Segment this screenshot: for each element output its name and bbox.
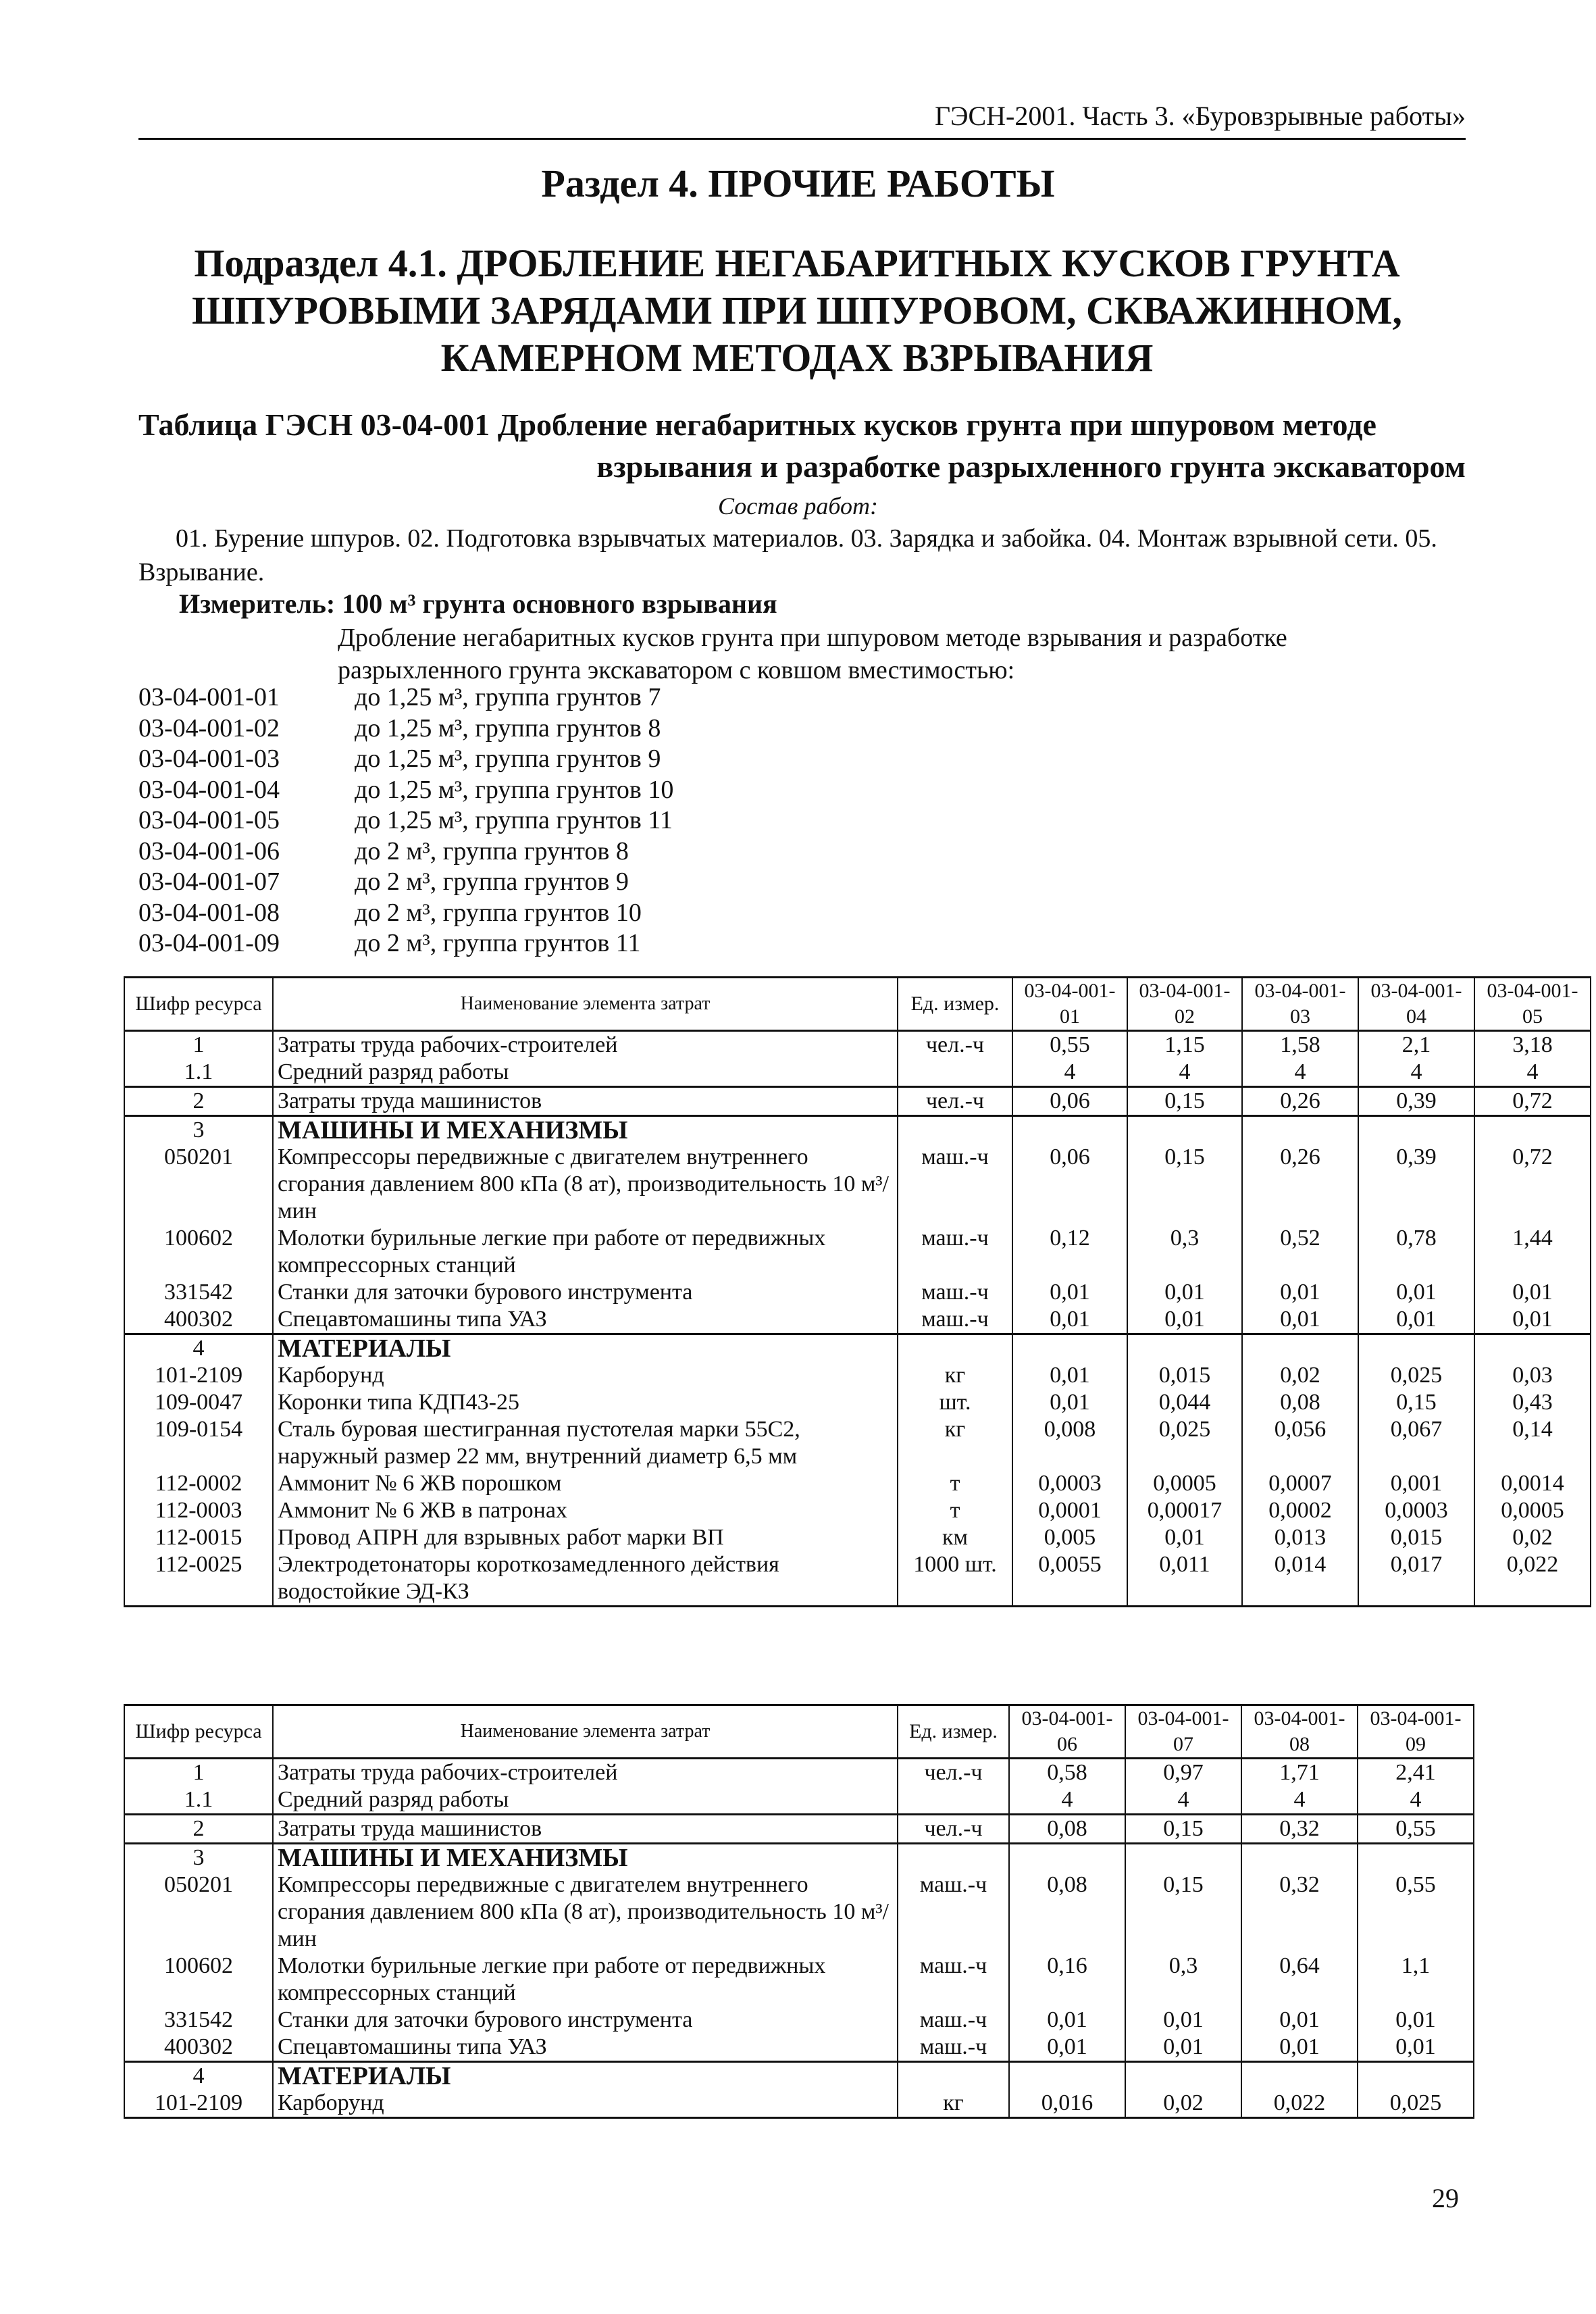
element-name-cell: Компрессоры передвижные с двигателем внутреннего сгорания давлением 800 кПа (8 ат), производительность 10 м³/мин (273, 1871, 898, 1953)
element-name-cell: Спецавтомашины типа УАЗ (273, 2034, 898, 2062)
resource-code-cell: 2 (124, 1815, 273, 1844)
value-cell: 0,02 (1474, 1524, 1591, 1551)
unit-cell (898, 1116, 1012, 1145)
element-name-cell: МАШИНЫ И МЕХАНИЗМЫ (273, 1116, 898, 1145)
value-cell: 0,01 (1009, 2034, 1125, 2062)
value-cell: 0,044 (1127, 1389, 1242, 1416)
value-cell: 3,18 (1474, 1031, 1591, 1059)
element-name-cell: Затраты труда рабочих-строителей (273, 1759, 898, 1787)
unit-cell (898, 1844, 1009, 1872)
value-cell: 0,01 (1125, 2034, 1241, 2062)
header-norm-code: 03-04-001-02 (1127, 978, 1242, 1031)
norm-code: 03-04-001-02 (138, 713, 280, 743)
value-cell: 0,02 (1125, 2090, 1241, 2118)
value-cell: 0,00017 (1127, 1497, 1242, 1524)
unit-cell (898, 1334, 1012, 1363)
value-cell: 0,025 (1358, 2090, 1474, 2118)
header-norm-code: 03-04-001-04 (1358, 978, 1474, 1031)
value-cell: 0,011 (1127, 1551, 1242, 1607)
table-row (124, 1031, 1591, 1059)
table-row (124, 2034, 1474, 2062)
value-cell: 0,001 (1358, 1470, 1474, 1497)
norm-code-description: до 2 м³, группа грунтов 10 (355, 898, 642, 927)
unit-cell: шт. (898, 1389, 1012, 1416)
value-cell: 0,0055 (1012, 1551, 1127, 1607)
value-cell: 0,067 (1358, 1416, 1474, 1470)
value-cell: 0,02 (1242, 1362, 1358, 1389)
table-row (124, 1497, 1591, 1524)
value-cell: 0,03 (1474, 1362, 1591, 1389)
value-cell: 0,01 (1358, 1279, 1474, 1306)
value-cell: 0,01 (1358, 2007, 1474, 2034)
table-row (124, 1362, 1591, 1389)
value-cell: 0,01 (1358, 2034, 1474, 2062)
value-cell (1242, 1116, 1358, 1145)
value-cell: 0,01 (1127, 1524, 1242, 1551)
value-cell: 0,12 (1012, 1225, 1127, 1279)
value-cell: 0,15 (1127, 1087, 1242, 1116)
table-row (124, 1059, 1591, 1087)
section-title: Раздел 4. ПРОЧИЕ РАБОТЫ (541, 161, 1055, 205)
value-cell: 0,0014 (1474, 1470, 1591, 1497)
unit-cell: маш.-ч (898, 2034, 1009, 2062)
value-cell: 0,025 (1127, 1416, 1242, 1470)
header-unit: Ед. измер. (898, 1705, 1009, 1759)
norm-code: 03-04-001-09 (138, 929, 280, 957)
norm-code-row (138, 836, 673, 867)
header-unit: Ед. измер. (898, 978, 1012, 1031)
value-cell: 0,013 (1242, 1524, 1358, 1551)
norm-code-description: до 1,25 м³, группа грунтов 10 (355, 775, 674, 804)
value-cell: 0,0005 (1474, 1497, 1591, 1524)
resource-code-cell: 331542 (124, 2007, 273, 2034)
value-cell: 0,55 (1012, 1031, 1127, 1059)
header-norm-code: 03-04-001-08 (1241, 1705, 1358, 1759)
value-cell: 0,32 (1241, 1871, 1358, 1953)
value-cell: 4 (1241, 1786, 1358, 1815)
norm-code-list (138, 682, 673, 959)
table-row (124, 1225, 1591, 1279)
value-cell: 0,015 (1127, 1362, 1242, 1389)
unit-cell: кг (898, 1362, 1012, 1389)
resource-code-cell: 3 (124, 1844, 273, 1872)
norm-code-description: до 1,25 м³, группа грунтов 9 (355, 745, 661, 773)
unit-cell: 1000 шт. (898, 1551, 1012, 1607)
element-name-cell: Затраты труда машинистов (273, 1815, 898, 1844)
value-cell: 0,01 (1012, 1362, 1127, 1389)
norm-code: 03-04-001-04 (138, 775, 280, 804)
resource-code-cell: 112-0003 (124, 1497, 273, 1524)
table-caption (138, 404, 1466, 488)
resource-table-1 (124, 976, 1591, 1607)
resource-code-cell: 101-2109 (124, 1362, 273, 1389)
value-cell: 0,52 (1242, 1225, 1358, 1279)
value-cell: 0,55 (1358, 1871, 1474, 1953)
norm-code-description: до 2 м³, группа грунтов 8 (355, 836, 629, 865)
norm-code: 03-04-001-07 (138, 867, 280, 896)
header-norm-code: 03-04-001-09 (1358, 1705, 1474, 1759)
header-norm-code: 03-04-001-07 (1125, 1705, 1241, 1759)
value-cell: 0,39 (1358, 1087, 1474, 1116)
table-row (124, 1551, 1591, 1607)
norm-code-row (138, 713, 673, 745)
value-cell: 4 (1358, 1786, 1474, 1815)
table-row (124, 1786, 1474, 1815)
value-cell: 4 (1474, 1059, 1591, 1087)
value-cell (1474, 1116, 1591, 1145)
value-cell: 0,01 (1009, 2007, 1125, 2034)
resource-code-cell: 400302 (124, 2034, 273, 2062)
unit-cell: чел.-ч (898, 1759, 1009, 1787)
value-cell: 2,41 (1358, 1759, 1474, 1787)
header-resource-code: Шифр ресурса (124, 978, 273, 1031)
value-cell (1125, 2062, 1241, 2090)
unit-cell: маш.-ч (898, 1225, 1012, 1279)
table-row (124, 1759, 1474, 1787)
value-cell: 0,01 (1474, 1279, 1591, 1306)
value-cell (1009, 1844, 1125, 1872)
value-cell: 0,64 (1241, 1953, 1358, 2007)
resource-code-cell: 331542 (124, 1279, 273, 1306)
header-resource-code: Шифр ресурса (124, 1705, 273, 1759)
norm-code-description: до 1,25 м³, группа грунтов 11 (355, 806, 673, 834)
value-cell: 0,72 (1474, 1144, 1591, 1225)
element-name-cell: Карборунд (273, 2090, 898, 2118)
norm-code-description: до 1,25 м³, группа грунтов 8 (355, 713, 661, 743)
header-element-name: Наименование элемента затрат (273, 1705, 898, 1759)
element-name-cell: МАШИНЫ И МЕХАНИЗМЫ (273, 1844, 898, 1872)
work-composition-text: 01. Бурение шпуров. 02. Подготовка взрывчатых материалов. 03. Зарядка и забойка. 04. Монтаж взрывной сети. 05. Взрывание. (138, 524, 1437, 586)
value-cell: 0,32 (1241, 1815, 1358, 1844)
norm-code: 03-04-001-08 (138, 898, 280, 927)
element-name-cell: Коронки типа КДП43-25 (273, 1389, 898, 1416)
header-norm-code: 03-04-001-05 (1474, 978, 1591, 1031)
resource-code-cell: 1.1 (124, 1059, 273, 1087)
element-name-cell: Затраты труда машинистов (273, 1087, 898, 1116)
table-caption-line-2: взрывания и разработке разрыхленного грунта экскаватором (596, 449, 1466, 484)
element-name-cell: Карборунд (273, 1362, 898, 1389)
norm-code-description: до 2 м³, группа грунтов 11 (355, 929, 641, 957)
unit-cell: маш.-ч (898, 1279, 1012, 1306)
unit-cell: кг (898, 1416, 1012, 1470)
value-cell: 4 (1012, 1059, 1127, 1087)
resource-code-cell: 3 (124, 1116, 273, 1145)
value-cell: 4 (1358, 1059, 1474, 1087)
table-row (124, 2062, 1474, 2090)
value-cell (1242, 1334, 1358, 1363)
value-cell: 0,016 (1009, 2090, 1125, 2118)
resource-code-cell: 109-0047 (124, 1389, 273, 1416)
resource-code-cell: 112-0015 (124, 1524, 273, 1551)
unit-cell: чел.-ч (898, 1031, 1012, 1059)
element-name-cell: Спецавтомашины типа УАЗ (273, 1306, 898, 1334)
resource-code-cell: 100602 (124, 1953, 273, 2007)
value-cell: 0,0002 (1242, 1497, 1358, 1524)
resource-code-cell: 050201 (124, 1871, 273, 1953)
resource-code-cell: 4 (124, 2062, 273, 2090)
element-name-cell: Аммонит № 6 ЖВ в патронах (273, 1497, 898, 1524)
unit-cell: т (898, 1497, 1012, 1524)
value-cell: 0,01 (1127, 1306, 1242, 1334)
resource-code-cell: 100602 (124, 1225, 273, 1279)
value-cell: 0,16 (1009, 1953, 1125, 2007)
element-name-cell: Электродетонаторы короткозамедленного действия водостойкие ЭД-КЗ (273, 1551, 898, 1607)
value-cell: 0,3 (1125, 1953, 1241, 2007)
value-cell: 0,15 (1125, 1871, 1241, 1953)
value-cell: 0,01 (1125, 2007, 1241, 2034)
table-row (124, 1144, 1591, 1225)
table-row (124, 1389, 1591, 1416)
value-cell (1358, 1844, 1474, 1872)
value-cell: 0,015 (1358, 1524, 1474, 1551)
value-cell: 0,01 (1474, 1306, 1591, 1334)
value-cell: 0,78 (1358, 1225, 1474, 1279)
table-row (124, 1334, 1591, 1363)
element-name-cell: МАТЕРИАЛЫ (273, 2062, 898, 2090)
resource-table-2 (124, 1704, 1474, 2119)
table-row (124, 1871, 1474, 1953)
value-cell: 0,15 (1127, 1144, 1242, 1225)
table-row (124, 2007, 1474, 2034)
table-row (124, 1844, 1474, 1872)
value-cell: 0,014 (1242, 1551, 1358, 1607)
value-cell: 0,01 (1242, 1279, 1358, 1306)
element-name-cell: Средний разряд работы (273, 1786, 898, 1815)
element-name-cell: Молотки бурильные легкие при работе от передвижных компрессорных станций (273, 1225, 898, 1279)
resource-code-cell: 050201 (124, 1144, 273, 1225)
resource-code-cell: 2 (124, 1087, 273, 1116)
page-number: 29 (1432, 2183, 1459, 2213)
element-name-cell: Компрессоры передвижные с двигателем внутреннего сгорания давлением 800 кПа (8 ат), производительность 10 м³/мин (273, 1144, 898, 1225)
element-name-cell: Молотки бурильные легкие при работе от передвижных компрессорных станций (273, 1953, 898, 2007)
unit-cell: маш.-ч (898, 2007, 1009, 2034)
unit-cell: маш.-ч (898, 1144, 1012, 1225)
value-cell: 0,022 (1474, 1551, 1591, 1607)
value-cell: 1,1 (1358, 1953, 1474, 2007)
unit-cell: кг (898, 2090, 1009, 2118)
value-cell: 0,06 (1012, 1144, 1127, 1225)
norm-code-row (138, 775, 673, 806)
value-cell: 0,01 (1127, 1279, 1242, 1306)
norm-code-row (138, 928, 673, 959)
norm-code: 03-04-001-01 (138, 683, 280, 711)
table-row (124, 1416, 1591, 1470)
value-cell: 0,008 (1012, 1416, 1127, 1470)
resource-code-cell: 4 (124, 1334, 273, 1363)
value-cell (1358, 1116, 1474, 1145)
table-row (124, 1116, 1591, 1145)
resource-code-cell: 112-0002 (124, 1470, 273, 1497)
value-cell: 0,15 (1358, 1389, 1474, 1416)
value-cell: 0,0005 (1127, 1470, 1242, 1497)
value-cell (1009, 2062, 1125, 2090)
value-cell (1474, 1334, 1591, 1363)
norm-code-description: до 1,25 м³, группа грунтов 7 (355, 683, 661, 711)
value-cell: 0,55 (1358, 1815, 1474, 1844)
value-cell: 1,58 (1242, 1031, 1358, 1059)
norm-code: 03-04-001-06 (138, 836, 280, 865)
element-name-cell: Провод АПРН для взрывных работ марки ВП (273, 1524, 898, 1551)
element-name-cell: Затраты труда рабочих-строителей (273, 1031, 898, 1059)
value-cell: 0,01 (1012, 1306, 1127, 1334)
resource-code-cell: 1 (124, 1759, 273, 1787)
norm-code: 03-04-001-03 (138, 745, 280, 773)
value-cell: 0,72 (1474, 1087, 1591, 1116)
resource-code-cell: 400302 (124, 1306, 273, 1334)
value-cell: 0,01 (1241, 2034, 1358, 2062)
running-head: ГЭСН-2001. Часть 3. «Буровзрывные работы» (934, 101, 1466, 131)
header-norm-code: 03-04-001-03 (1242, 978, 1358, 1031)
unit-cell (898, 1786, 1009, 1815)
unit-cell: чел.-ч (898, 1087, 1012, 1116)
value-cell: 0,01 (1358, 1306, 1474, 1334)
unit-cell (898, 1059, 1012, 1087)
value-cell: 0,15 (1125, 1815, 1241, 1844)
unit-cell: маш.-ч (898, 1871, 1009, 1953)
element-name-cell: Сталь буровая шестигранная пустотелая марки 55С2, наружный размер 22 мм, внутренний диаметр 6,5 мм (273, 1416, 898, 1470)
value-cell: 0,017 (1358, 1551, 1474, 1607)
value-cell: 0,97 (1125, 1759, 1241, 1787)
value-cell: 1,15 (1127, 1031, 1242, 1059)
value-cell: 0,39 (1358, 1144, 1474, 1225)
value-cell (1241, 2062, 1358, 2090)
element-name-cell: Средний разряд работы (273, 1059, 898, 1087)
value-cell: 4 (1127, 1059, 1242, 1087)
value-cell: 0,58 (1009, 1759, 1125, 1787)
value-cell: 4 (1009, 1786, 1125, 1815)
value-cell: 0,0003 (1012, 1470, 1127, 1497)
value-cell: 4 (1125, 1786, 1241, 1815)
unit-cell: маш.-ч (898, 1953, 1009, 2007)
resource-code-cell: 112-0025 (124, 1551, 273, 1607)
work-composition-label: Состав работ: (718, 493, 878, 520)
header-rule (138, 138, 1466, 140)
value-cell (1241, 1844, 1358, 1872)
measurement-unit: Измеритель: 100 м³ грунта основного взрывания (179, 588, 777, 619)
unit-cell: маш.-ч (898, 1306, 1012, 1334)
norm-code-row (138, 682, 673, 713)
group-description: Дробление негабаритных кусков грунта при шпуровом методе взрывания и разработке разрыхленного грунта экскаватором с ковшом вместимостью: (338, 624, 1287, 684)
value-cell: 0,01 (1242, 1306, 1358, 1334)
table-row (124, 1306, 1591, 1334)
value-cell: 0,01 (1012, 1279, 1127, 1306)
header-element-name: Наименование элемента затрат (273, 978, 898, 1031)
norm-code: 03-04-001-05 (138, 806, 280, 834)
value-cell (1127, 1334, 1242, 1363)
table-row (124, 1524, 1591, 1551)
unit-cell: км (898, 1524, 1012, 1551)
unit-cell (898, 2062, 1009, 2090)
value-cell: 0,08 (1009, 1871, 1125, 1953)
value-cell: 0,005 (1012, 1524, 1127, 1551)
value-cell (1358, 2062, 1474, 2090)
table-caption-line-1: Таблица ГЭСН 03-04-001 Дробление негабаритных кусков грунта при шпуровом методе (138, 407, 1376, 442)
value-cell: 1,71 (1241, 1759, 1358, 1787)
norm-code-row (138, 805, 673, 836)
resource-code-cell: 101-2109 (124, 2090, 273, 2118)
table-row (124, 1953, 1474, 2007)
resource-code-cell: 109-0154 (124, 1416, 273, 1470)
table-row (124, 1815, 1474, 1844)
element-name-cell: Станки для заточки бурового инструмента (273, 2007, 898, 2034)
header-norm-code: 03-04-001-01 (1012, 978, 1127, 1031)
table-row (124, 1087, 1591, 1116)
value-cell: 0,26 (1242, 1087, 1358, 1116)
element-name-cell: Станки для заточки бурового инструмента (273, 1279, 898, 1306)
value-cell: 0,3 (1127, 1225, 1242, 1279)
element-name-cell: МАТЕРИАЛЫ (273, 1334, 898, 1363)
norm-code-row (138, 898, 673, 929)
value-cell: 0,01 (1012, 1389, 1127, 1416)
value-cell: 0,0007 (1242, 1470, 1358, 1497)
table-row (124, 2090, 1474, 2118)
value-cell: 0,025 (1358, 1362, 1474, 1389)
value-cell: 0,01 (1241, 2007, 1358, 2034)
norm-code-description: до 2 м³, группа грунтов 9 (355, 867, 629, 896)
value-cell: 0,06 (1012, 1087, 1127, 1116)
norm-code-row (138, 744, 673, 775)
unit-cell: чел.-ч (898, 1815, 1009, 1844)
value-cell: 0,26 (1242, 1144, 1358, 1225)
value-cell: 0,14 (1474, 1416, 1591, 1470)
value-cell: 0,022 (1241, 2090, 1358, 2118)
header-norm-code: 03-04-001-06 (1009, 1705, 1125, 1759)
value-cell: 0,08 (1009, 1815, 1125, 1844)
resource-code-cell: 1.1 (124, 1786, 273, 1815)
resource-code-cell: 1 (124, 1031, 273, 1059)
value-cell: 1,44 (1474, 1225, 1591, 1279)
value-cell (1012, 1116, 1127, 1145)
value-cell (1358, 1334, 1474, 1363)
table-row (124, 1279, 1591, 1306)
value-cell (1125, 1844, 1241, 1872)
table-row (124, 1470, 1591, 1497)
norm-code-row (138, 867, 673, 898)
value-cell: 0,0003 (1358, 1497, 1474, 1524)
value-cell (1127, 1116, 1242, 1145)
value-cell: 0,056 (1242, 1416, 1358, 1470)
value-cell: 0,43 (1474, 1389, 1591, 1416)
value-cell (1012, 1334, 1127, 1363)
value-cell: 0,0001 (1012, 1497, 1127, 1524)
unit-cell: т (898, 1470, 1012, 1497)
value-cell: 2,1 (1358, 1031, 1474, 1059)
value-cell: 0,08 (1242, 1389, 1358, 1416)
value-cell: 4 (1242, 1059, 1358, 1087)
subsection-title: Подраздел 4.1. ДРОБЛЕНИЕ НЕГАБАРИТНЫХ КУСКОВ ГРУНТА ШПУРОВЫМИ ЗАРЯДАМИ ПРИ ШПУРОВОМ, СКВАЖИННОМ, КАМЕРНОМ МЕТОДАХ ВЗРЫВАНИЯ (192, 241, 1402, 380)
element-name-cell: Аммонит № 6 ЖВ порошком (273, 1470, 898, 1497)
